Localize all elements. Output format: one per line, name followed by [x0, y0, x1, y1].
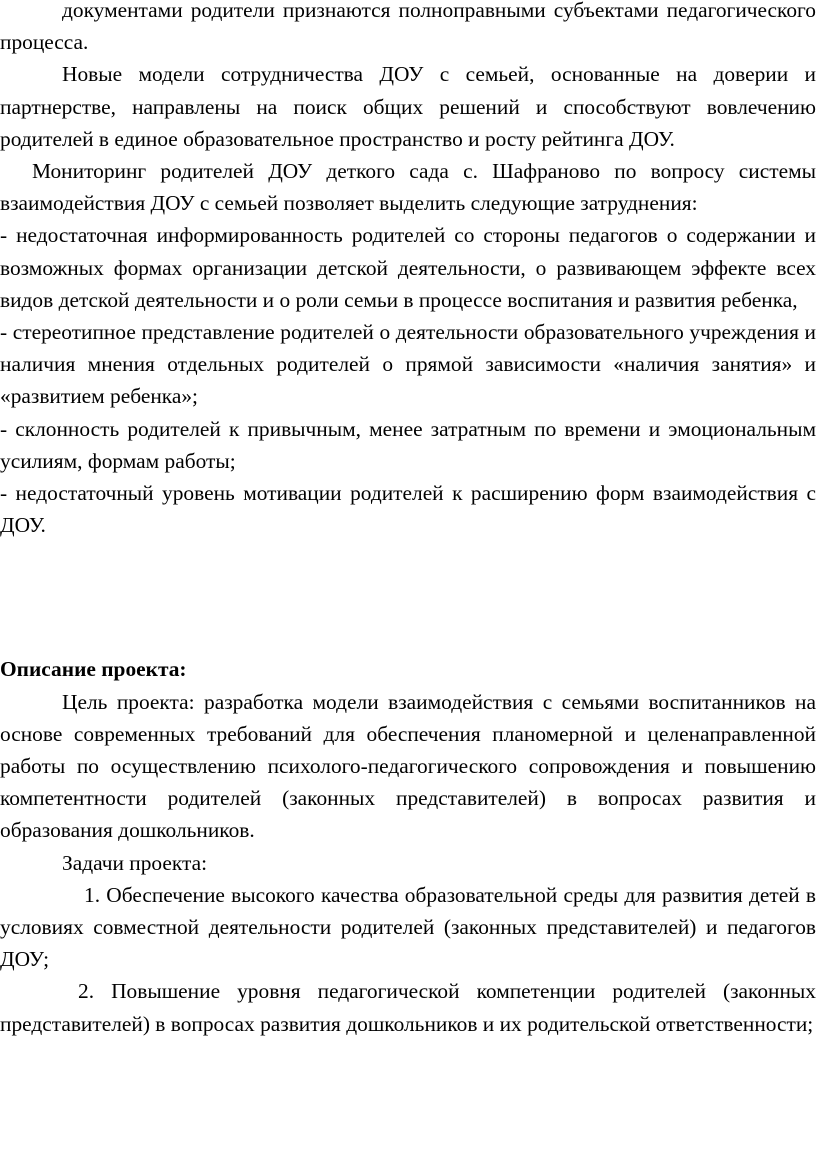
paragraph-intro: документами родители признаются полноправными субъектами педагогического процесса. — [0, 0, 816, 55]
section-heading: Описание проекта: — [0, 657, 187, 682]
task-item-1: 1. Обеспечение высокого качества образовательной среды для развития детей в условиях совместной деятельности родителей (законных представителей) и педагогов ДОУ; — [0, 882, 816, 972]
paragraph-models: Новые модели сотрудничества ДОУ с семьей, основанные на доверии и партнерстве, направлены на поиск общих решений и способствуют вовлечению родителей в единое образовательное пространство и росту рейтинга ДОУ. — [0, 62, 816, 151]
section-spacer — [0, 541, 816, 653]
paragraph-monitoring: Мониторинг родителей ДОУ деткого сада с. Шафраново по вопросу системы взаимодействия ДОУ с семьей позволяет выделить следующие затруднения: — [0, 159, 816, 216]
task-item-2: 2. Повышение уровня педагогической компетенции родителей (законных представителей) в вопросах развития дошкольников и их родительской ответственности; — [0, 979, 816, 1036]
difficulty-item-2: - стереотипное представление родителей о деятельности образовательного учреждения и наличия мнения отдельных родителей о прямой зависимости «наличия занятия» и «развитием ребенка»; — [0, 320, 816, 409]
difficulty-item-4: - недостаточный уровень мотивации родителей к расширению форм взаимодействия с ДОУ. — [0, 481, 816, 538]
difficulty-item-1: - недостаточная информированность родителей со стороны педагогов о содержании и возможных формах организации детской деятельности, о развивающем эффекте всех видов детской деятельности и о роли семьи в процессе воспитания и развития ребенка, — [0, 223, 816, 312]
tasks-label: Задачи проекта: — [62, 850, 208, 875]
paragraph-goal: Цель проекта: разработка модели взаимодействия с семьями воспитанников на основе современных требований для обеспечения планомерной и целенаправленной работы по осуществлению психолого-педагогического сопровождения и повышению компетентности родителей (законных представителей) в вопросах развития и образования дошкольников. — [0, 689, 816, 843]
difficulty-item-3: - склонность родителей к привычным, менее затратным по времени и эмоциональным усилиям, формам работы; — [0, 416, 816, 473]
